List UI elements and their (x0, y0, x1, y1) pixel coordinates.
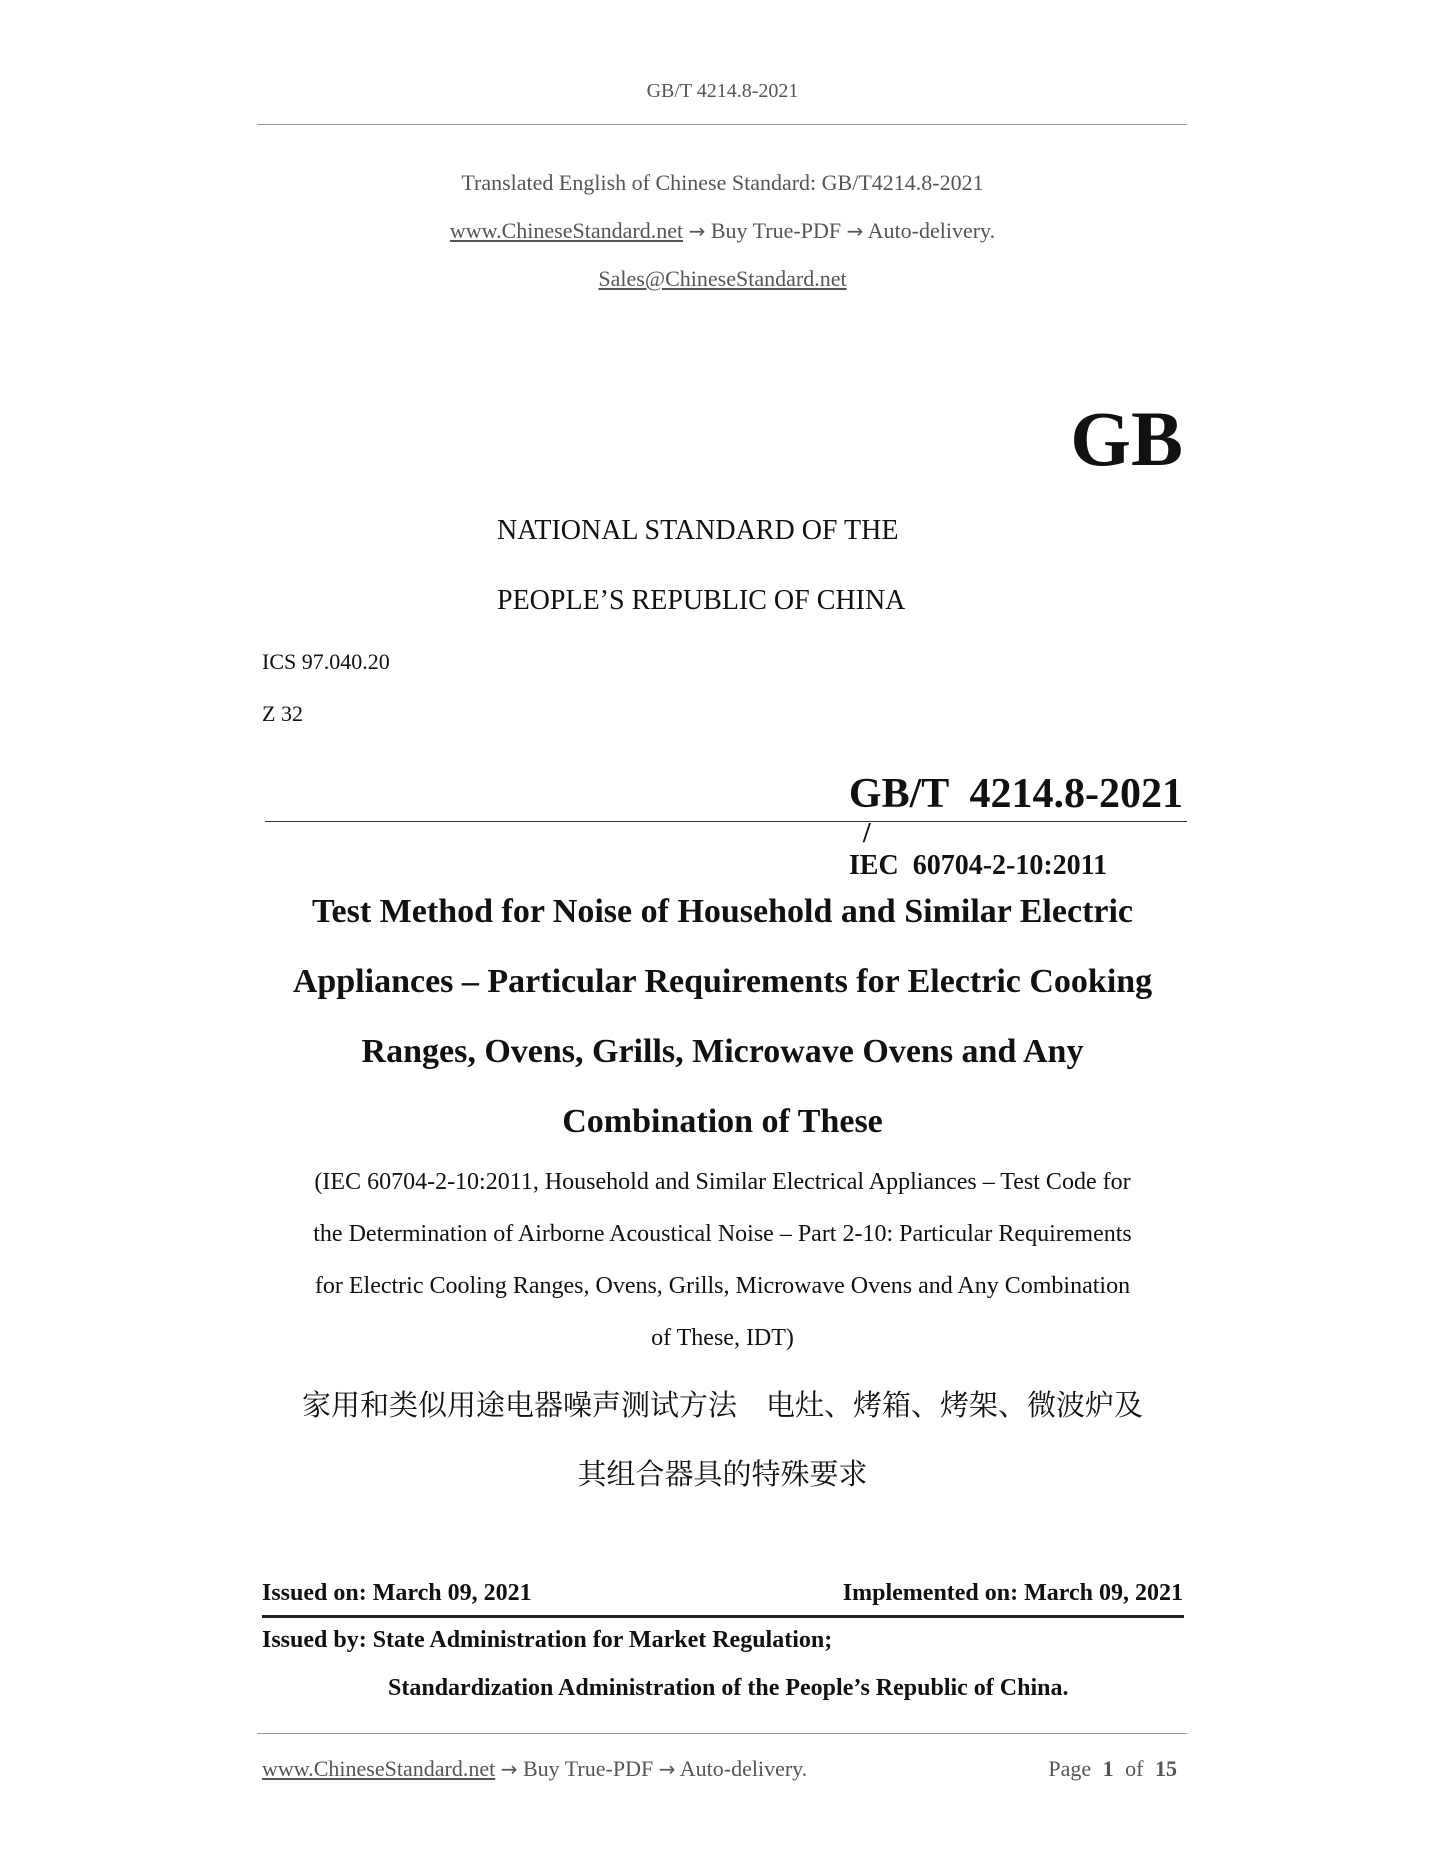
standard-number-sep: / (862, 818, 871, 849)
standard-number-main: GB/T 4214.8-2021 (848, 771, 1183, 817)
iec-note-line3: for Electric Cooling Ranges, Ovens, Grills, Microwave Ovens and Any Combination (314, 1273, 1131, 1299)
title-cn-line2: 其组合器具的特殊要求 (577, 1457, 868, 1491)
national-standard-line2: PEOPLE’S REPUBLIC OF CHINA (497, 585, 906, 616)
header-divider (257, 124, 1187, 125)
title-cn-line1: 家用和类似用途电器噪声测试方法 电灶、烤箱、烤架、微波炉及 (301, 1388, 1143, 1422)
ics-code: ICS 97.040.20 (262, 649, 390, 674)
ccs-code: Z 32 (262, 701, 303, 726)
arrow-right-icon: → (846, 219, 864, 243)
footer-auto-delivery-text: Auto-delivery. (679, 1756, 808, 1781)
national-standard-line1: NATIONAL STANDARD OF THE (497, 515, 899, 546)
running-header: GB/T 4214.8-2021 (646, 80, 799, 102)
footer-divider (257, 1733, 1187, 1734)
iec-note-line4: of These, IDT) (651, 1325, 794, 1351)
title-en-line2: Appliances – Particular Requirements for Electric Cooking (292, 963, 1153, 1000)
email-line (0, 266, 1445, 292)
arrow-right-icon: → (688, 219, 706, 243)
arrow-right-icon: → (658, 1757, 676, 1781)
gb-logo: GB (1070, 395, 1183, 482)
dates-divider (262, 1615, 1184, 1618)
email-link[interactable]: Sales@ChineseStandard.net (598, 266, 847, 291)
standard-number-equiv: IEC 60704-2-10:2011 (848, 850, 1108, 881)
issuer-line1: Issued by: State Administration for Market Regulation; (262, 1627, 833, 1653)
page-label: Page (1048, 1756, 1092, 1781)
site-link[interactable]: www.ChineseStandard.net (449, 218, 684, 243)
issuer-line2: Standardization Administration of the People’s Republic of China. (388, 1675, 1069, 1701)
translation-note: Translated English of Chinese Standard: GB/T4214.8-2021 (461, 170, 984, 195)
page-indicator (1048, 1756, 1177, 1782)
iec-note-line1: (IEC 60704-2-10:2011, Household and Similar Electrical Appliances – Test Code for (314, 1169, 1131, 1195)
title-en-line1: Test Method for Noise of Household and Similar Electric (311, 893, 1134, 930)
footer-buy-text: Buy True-PDF (522, 1756, 654, 1781)
iec-note-line2: the Determination of Airborne Acoustical Noise – Part 2-10: Particular Requirements (313, 1221, 1132, 1247)
footer-purchase-line (262, 1756, 807, 1782)
implemented-date: Implemented on: March 09, 2021 (842, 1580, 1183, 1606)
issued-date: Issued on: March 09, 2021 (262, 1580, 532, 1606)
auto-delivery-text: Auto-delivery. (867, 218, 996, 243)
of-label: of (1125, 1756, 1144, 1781)
standard-number (841, 752, 1183, 882)
footer-site-link[interactable]: www.ChineseStandard.net (262, 1756, 496, 1781)
title-en-line4: Combination of These (562, 1103, 883, 1140)
number-divider (265, 821, 1187, 822)
buy-text: Buy True-PDF (710, 218, 842, 243)
page-total: 15 (1155, 1756, 1177, 1781)
arrow-right-icon: → (500, 1757, 518, 1781)
purchase-line (0, 218, 1445, 244)
page-number: 1 (1102, 1756, 1114, 1781)
title-en-line3: Ranges, Ovens, Grills, Microwave Ovens and Any (361, 1033, 1084, 1070)
